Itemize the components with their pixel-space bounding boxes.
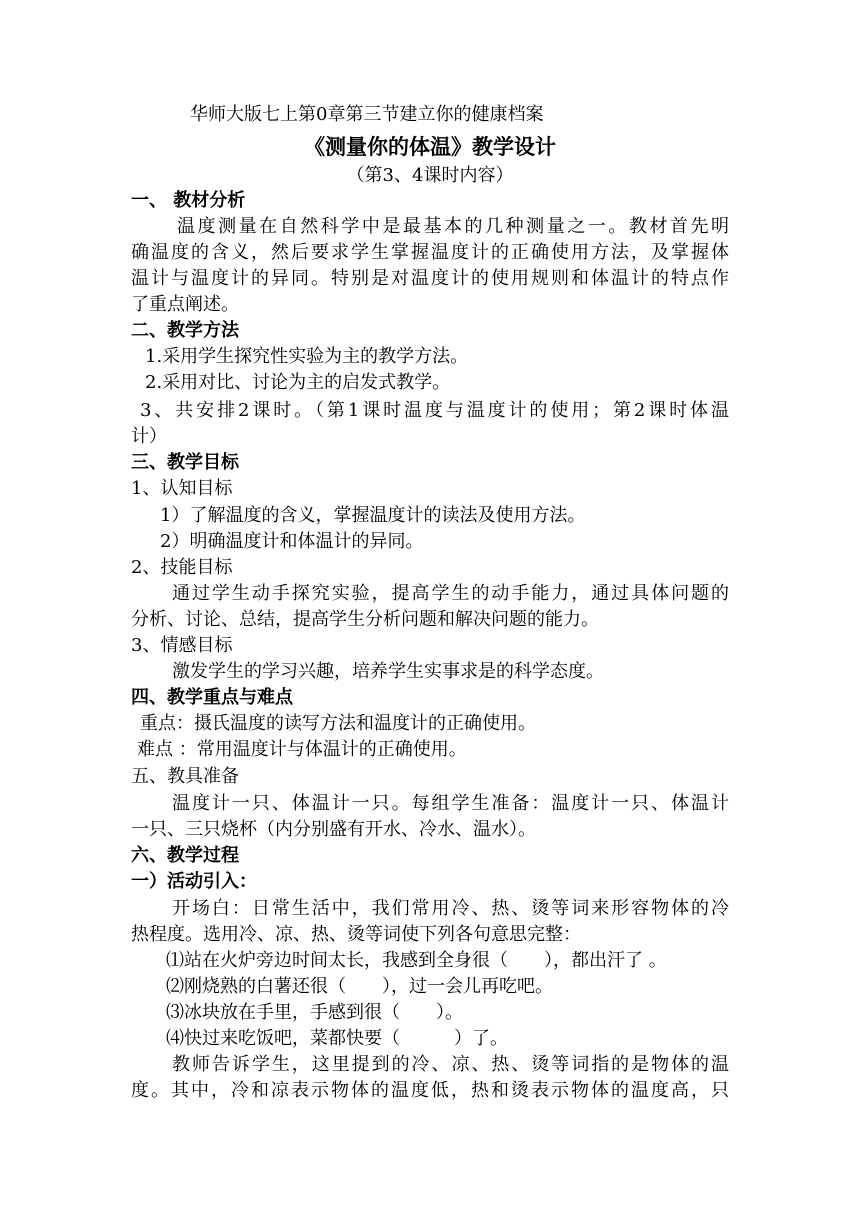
paragraph-line: 激发学生的学习兴趣，培养学生实事求是的科学态度。	[172, 661, 604, 682]
exercise-item: ⑵刚烧熟的白薯还很（ ），过一会儿再吃吧。	[166, 976, 553, 997]
paragraph-line: 温度计一只、体温计一只。每组学生准备：温度计一只、体温计	[172, 793, 729, 814]
subheading: 2、技能目标	[131, 557, 233, 578]
paragraph-line: 一只、三只烧杯（内分别盛有开水、冷水、温水）。	[131, 819, 536, 840]
paragraph-line: 通过学生动手探究实验，提高学生的动手能力，通过具体问题的	[172, 583, 729, 604]
subheading: 一）活动引入：	[131, 871, 257, 892]
paragraph-line: 了重点阐述。	[131, 294, 239, 315]
paragraph-line: 开场白：日常生活中，我们常用冷、热、烫等词来形容物体的冷	[172, 898, 729, 919]
list-item: 计）	[131, 426, 167, 447]
paragraph-line: 教师告诉学生，这里提到的冷、凉、热、烫等词指的是物体的温	[172, 1054, 729, 1075]
subheading: 3、情感目标	[131, 635, 233, 656]
paragraph-line: 温计与温度计的异同。特别是对温度计的使用规则和体温计的特点作	[131, 268, 729, 289]
subheading: 1、认知目标	[131, 478, 233, 499]
exercise-item: ⑶冰块放在手里，手感到很（ ）。	[166, 1002, 463, 1023]
document-subtitle: （第3、4课时内容）	[346, 165, 514, 186]
section-heading-methods: 二、教学方法	[131, 320, 239, 341]
list-item: 2）明确温度计和体温计的异同。	[160, 531, 424, 552]
list-item: 2.采用对比、讨论为主的启发式教学。	[145, 372, 451, 393]
difficult-point: 难点 ：常用温度计与体温计的正确使用。	[137, 739, 467, 760]
exercise-item: ⑷快过来吃饭吧，菜都快要（ ）了。	[166, 1028, 508, 1049]
paragraph-line: 温度测量在自然科学中是最基本的几种测量之一。教材首先明	[177, 216, 729, 237]
section-heading-equipment: 五、教具准备	[131, 766, 239, 787]
list-item: 1）了解温度的含义，掌握温度计的读法及使用方法。	[160, 505, 586, 526]
paragraph-line: 热程度。选用冷、凉、热、烫等词使下列各句意思完整：	[131, 924, 581, 945]
section-heading-materials: 一、 教材分析	[131, 190, 246, 211]
document-title: 《测量你的体温》教学设计	[304, 135, 556, 159]
document-header: 华师大版七上第0章第三节建立你的健康档案	[190, 104, 544, 125]
key-point: 重点：摄氏温度的读写方法和温度计的正确使用。	[140, 713, 536, 734]
paragraph-line: 确温度的含义，然后要求学生掌握温度计的正确使用方法，及掌握体	[131, 242, 729, 263]
section-heading-objectives: 三、教学目标	[131, 452, 239, 473]
paragraph-line: 度。其中，冷和凉表示物体的温度低，热和烫表示物体的温度高，只	[131, 1080, 729, 1101]
list-item: 1.采用学生探究性实验为主的教学方法。	[145, 346, 469, 367]
section-heading-process: 六、教学过程	[131, 845, 239, 866]
section-heading-key-points: 四、教学重点与难点	[131, 687, 293, 708]
paragraph-line: 分析、讨论、总结，提高学生分析问题和解决问题的能力。	[131, 609, 599, 630]
list-item: 3、共安排2课时。（第1课时温度与温度计的使用；第2课时体温	[140, 400, 729, 421]
exercise-item: ⑴站在火炉旁边时间太长，我感到全身很（ ），都出汗了 。	[166, 950, 667, 971]
